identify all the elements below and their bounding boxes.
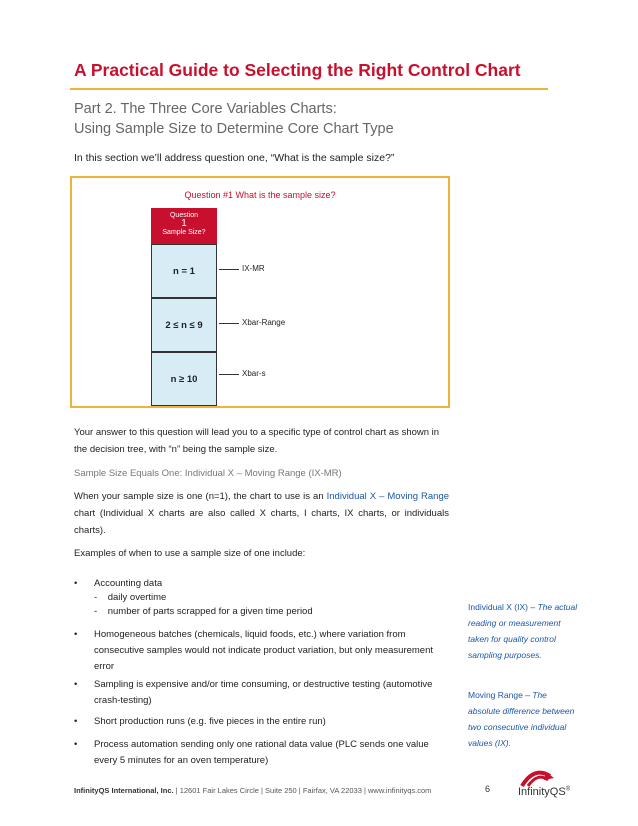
sidebar-term: Moving Range <box>468 690 523 700</box>
ix-mr-link[interactable]: Individual X – Moving Range <box>326 491 450 502</box>
result-label: Xbar-Range <box>242 318 286 327</box>
bullet-marker: • <box>74 739 78 750</box>
bullet-marker: • <box>74 578 78 589</box>
when-paragraph <box>74 488 449 539</box>
footer-company: InfinityQS International, Inc. <box>74 786 174 795</box>
dash-marker: - <box>94 592 98 603</box>
decision-diagram <box>70 176 450 408</box>
diagram-heading: Question #1 What is the sample size? <box>184 190 336 200</box>
title-divider <box>70 88 548 90</box>
sidebar-definition-mr <box>468 687 580 751</box>
examples-intro: Examples of when to use a sample size of one include: <box>74 548 306 559</box>
part-heading-line2: Using Sample Size to Determine Core Chart Type <box>74 121 394 137</box>
question-sub: Sample Size? <box>162 229 206 236</box>
logo-text: InfinityQS <box>518 786 566 798</box>
logo-arc-icon <box>516 768 586 788</box>
page-number: 6 <box>485 784 491 794</box>
bullet-text: Sampling is expensive and/or time consuming, or destructive testing (automotive crash-testing) <box>94 679 433 706</box>
infinityqs-logo <box>516 768 586 800</box>
connector-line <box>219 269 239 270</box>
bullet-marker: • <box>74 716 78 727</box>
bullet-text: Accounting data <box>94 578 163 589</box>
condition-cell: 2 ≤ n ≤ 9 <box>151 298 217 352</box>
answer-paragraph: Your answer to this question will lead you to a specific type of control chart as shown in the decision tree, with “n” being the sample size. <box>74 427 440 455</box>
when-text-before: When your sample size is one (n=1), the chart to use is an <box>74 491 327 502</box>
footer-address: | 12601 Fair Lakes Circle | Suite 250 | Fairfax, VA 22033 | www.infinityqs.com <box>173 786 432 795</box>
dash-marker: - <box>94 606 98 617</box>
connector-line <box>219 374 239 375</box>
bullet-marker: • <box>74 679 78 690</box>
intro-text: In this section we’ll address question one, “What is the sample size?” <box>74 152 395 164</box>
sub-bullet-text: daily overtime <box>107 592 167 603</box>
bullet-marker: • <box>74 629 78 640</box>
condition-cell: n = 1 <box>151 244 217 298</box>
sidebar-definition: – The actual reading or measurement taken for quality control sampling purposes. <box>468 602 578 660</box>
sidebar-term: Individual X (IX) <box>468 602 528 612</box>
result-label: IX-MR <box>242 264 265 273</box>
connector-line <box>219 323 239 324</box>
page-title: A Practical Guide to Selecting the Right Control Chart <box>74 60 521 80</box>
condition-cell: n ≥ 10 <box>151 352 217 406</box>
question-number: 1 <box>181 218 187 229</box>
bullet-text: Homogeneous batches (chemicals, liquid foods, etc.) where variation from consecutive samples would not indicate product variation, but only measurement error <box>94 629 434 672</box>
sub-bullet-item <box>94 591 166 605</box>
footer <box>74 786 431 795</box>
bullet-text: Process automation sending only one rational data value (PLC sends one value every 5 minutes for an oven temperature) <box>94 739 429 766</box>
bullet-text: Short production runs (e.g. five pieces in the entire run) <box>94 716 326 727</box>
part-heading-line1: Part 2. The Three Core Variables Charts: <box>74 101 337 117</box>
logo-registered-mark: ® <box>565 786 571 793</box>
when-text-after: chart (Individual X charts are also called X charts, I charts, IX charts, or individuals charts). <box>74 508 449 536</box>
question-label: Question <box>169 212 199 219</box>
question-box <box>151 208 217 244</box>
sidebar-definition: – The absolute difference between two consecutive individual values (IX). <box>468 690 575 748</box>
section-subheading: Sample Size Equals One: Individual X – Moving Range (IX-MR) <box>74 468 342 479</box>
sub-bullet-item <box>94 605 313 619</box>
sidebar-definition-ix <box>468 599 580 663</box>
result-label: Xbar-s <box>242 369 266 378</box>
sub-bullet-text: number of parts scrapped for a given time period <box>107 606 313 617</box>
